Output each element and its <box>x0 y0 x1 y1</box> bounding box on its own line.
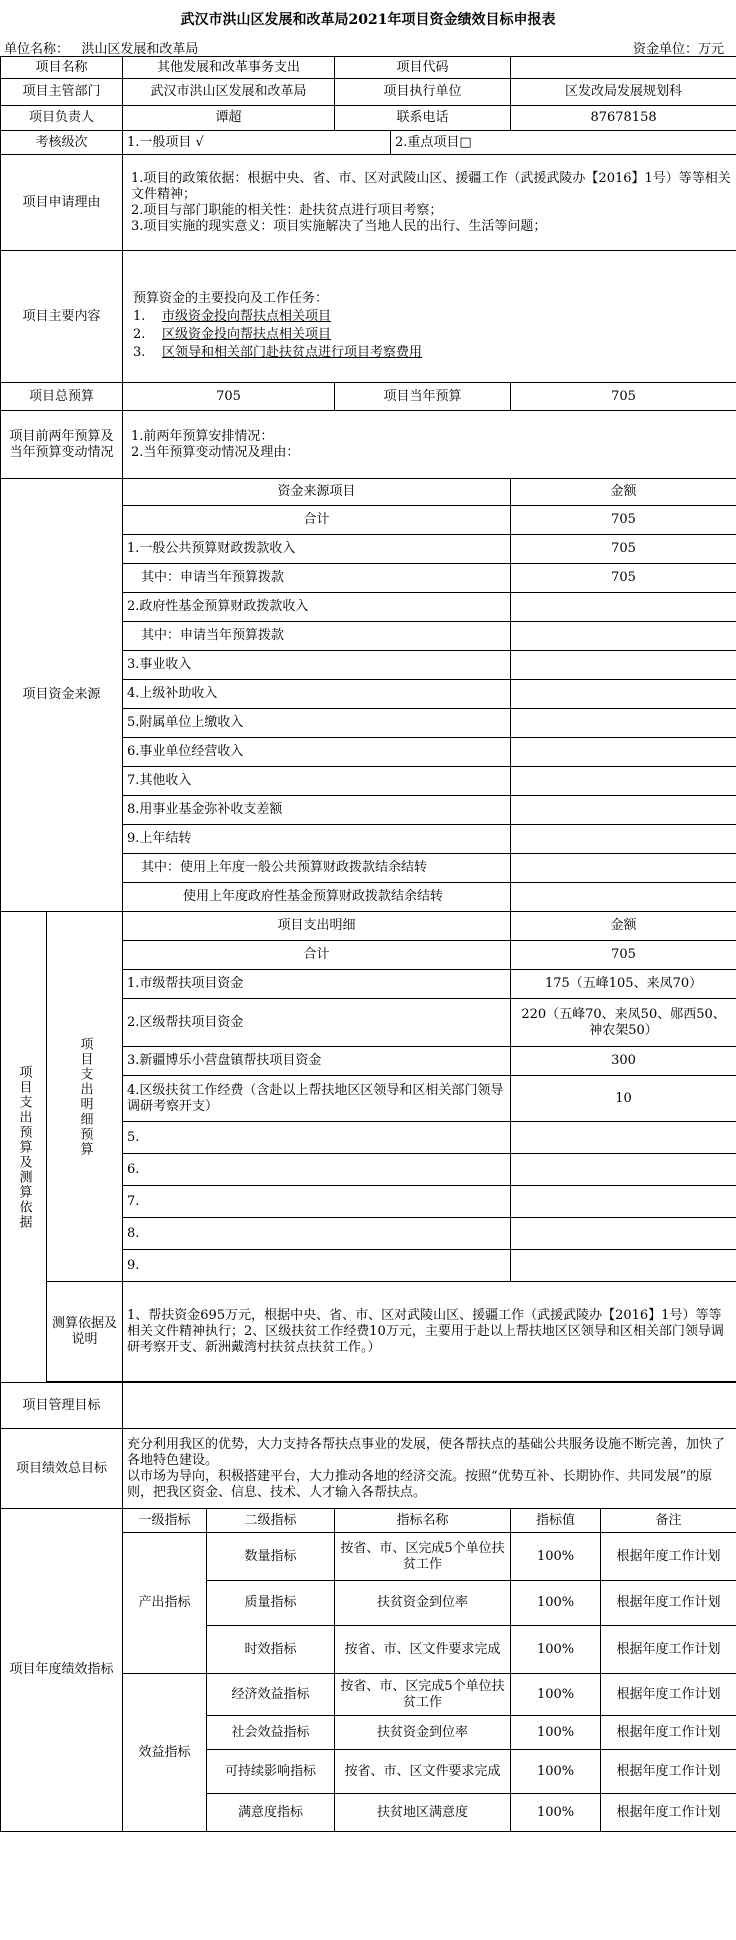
current-budget-label: 项目当年预算 <box>335 383 511 411</box>
funding-row-name: 8.用事业基金弥补收支差额 <box>123 796 511 825</box>
budget-change-line-1: 1.前两年预算安排情况： <box>131 428 274 444</box>
funding-row-amount <box>511 825 736 854</box>
indicator-value: 100% <box>511 1794 601 1832</box>
indicator-note: 根据年度工作计划 <box>601 1533 736 1581</box>
indicator-header-level1: 一级指标 <box>123 1509 207 1533</box>
funding-row-name: 使用上年度政府性基金预算财政拨款结余结转 <box>123 883 511 912</box>
total-budget-label: 项目总预算 <box>1 383 123 411</box>
funding-row-name: 9.上年结转 <box>123 825 511 854</box>
indicator-level1-output: 产出指标 <box>123 1533 207 1674</box>
reason-line-3: 3.项目实施的现实意义：项目实施解决了当地人民的出行、生活等问题； <box>131 218 547 234</box>
content-item-3: 3. 区领导和相关部门赴扶贫点进行项目考察费用 <box>133 344 422 360</box>
funding-row-name: 1.一般公共预算财政拨款收入 <box>123 535 511 564</box>
funding-source-col-header: 资金来源项目 <box>123 479 511 506</box>
form-title: 武汉市洪山区发展和改革局2021年项目资金绩效目标申报表 <box>180 12 556 28</box>
budget-change-label: 项目前两年预算及当年预算变动情况 <box>1 411 123 479</box>
funding-row-amount <box>511 883 736 912</box>
expense-row-amount <box>511 1218 736 1250</box>
funding-row-name: 6.事业单位经营收入 <box>123 738 511 767</box>
reason-line-2: 2.项目与部门职能的相关性：赴扶贫点进行项目考察； <box>131 202 443 218</box>
content-heading: 预算资金的主要投向及工作任务： <box>133 290 329 306</box>
funding-row-amount <box>511 622 736 651</box>
mgmt-target-value <box>123 1383 736 1429</box>
content-item-2: 2. 区级资金投向帮扶点相关项目 <box>133 326 331 342</box>
indicator-level2: 经济效益指标 <box>207 1674 335 1716</box>
mgmt-target-label: 项目管理目标 <box>1 1383 123 1429</box>
calc-basis-text: 1、帮扶资金695万元，根据中央、省、市、区对武陵山区、援疆工作（武援武陵办【2016】1号）等等相关文件精神执行；2、区级扶贫工作经费10万元，主要用于赴以上帮扶地区区领导和区相关部门领导调研考察开支、新洲戴湾村扶贫点扶贫工作。） <box>123 1282 736 1382</box>
indicator-note: 根据年度工作计划 <box>601 1750 736 1794</box>
project-name-value: 其他发展和改革事务支出 <box>123 57 335 79</box>
reason-line-1: 1.项目的政策依据：根据中央、省、市、区对武陵山区、援疆工作（武援武陵办【2016】1号）等等相关文件精神； <box>131 170 731 202</box>
expense-row-amount <box>511 1186 736 1218</box>
funding-row-amount <box>511 709 736 738</box>
expense-row-name: 2.区级帮扶项目资金 <box>123 999 511 1047</box>
funding-row-amount <box>511 796 736 825</box>
total-budget-value: 705 <box>123 383 335 411</box>
expense-row-amount: 220（五峰70、来凤50、郧西50、神农架50） <box>511 999 736 1047</box>
unit-name <box>4 38 198 57</box>
indicator-level2: 满意度指标 <box>207 1794 335 1832</box>
indicator-value: 100% <box>511 1581 601 1626</box>
dept-label: 项目主管部门 <box>1 79 123 106</box>
dept-value: 武汉市洪山区发展和改革局 <box>123 79 335 106</box>
indicator-level1-benefit: 效益指标 <box>123 1674 207 1832</box>
owner-value: 谭超 <box>123 106 335 131</box>
phone-value: 87678158 <box>511 106 736 131</box>
content-label: 项目主要内容 <box>1 251 123 383</box>
exec-unit-value: 区发改局发展规划科 <box>511 79 736 106</box>
expense-row-name: 4.区级扶贫工作经费（含赴以上帮扶地区区领导和区相关部门领导调研考察开支） <box>123 1076 511 1122</box>
content-item-1: 1. 市级资金投向帮扶点相关项目 <box>133 308 331 324</box>
phone-label: 联系电话 <box>335 106 511 131</box>
funding-row-amount: 705 <box>511 535 736 564</box>
budget-change-line-2: 2.当年预算变动情况及理由： <box>131 444 300 460</box>
expense-row-name: 5. <box>123 1122 511 1154</box>
indicator-name: 按省、市、区完成5个单位扶贫工作 <box>335 1533 511 1581</box>
indicator-level2: 数量指标 <box>207 1533 335 1581</box>
funding-row-amount <box>511 738 736 767</box>
indicator-header-level2: 二级指标 <box>207 1509 335 1533</box>
expense-row-name: 7. <box>123 1186 511 1218</box>
funding-row-name: 5.附属单位上缴收入 <box>123 709 511 738</box>
project-code-value <box>511 57 736 79</box>
indicator-name: 扶贫资金到位率 <box>335 1581 511 1626</box>
expense-row-name: 6. <box>123 1154 511 1186</box>
expense-row-amount: 300 <box>511 1047 736 1076</box>
reason-text <box>123 155 736 251</box>
funding-row-name: 其中：使用上年度一般公共预算财政拨款结余结转 <box>123 854 511 883</box>
funding-row-name: 2.政府性基金预算财政拨款收入 <box>123 593 511 622</box>
current-budget-value: 705 <box>511 383 736 411</box>
expense-row-name: 合计 <box>123 941 511 970</box>
funding-row-name: 合计 <box>123 506 511 535</box>
expense-row-amount: 175（五峰105、来凤70） <box>511 970 736 999</box>
indicator-name: 按省、市、区完成5个单位扶贫工作 <box>335 1674 511 1716</box>
indicator-value: 100% <box>511 1716 601 1750</box>
indicator-level2: 社会效益指标 <box>207 1716 335 1750</box>
expense-row-name: 9. <box>123 1250 511 1282</box>
level-label: 考核级次 <box>1 131 123 155</box>
indicator-value: 100% <box>511 1674 601 1716</box>
funding-row-name: 其中：申请当年预算拨款 <box>123 564 511 593</box>
indicator-value: 100% <box>511 1750 601 1794</box>
funding-row-name: 其中：申请当年预算拨款 <box>123 622 511 651</box>
expense-row-amount: 10 <box>511 1076 736 1122</box>
indicator-header-name: 指标名称 <box>335 1509 511 1533</box>
funding-amount-col-header: 金额 <box>511 479 736 506</box>
project-name-label: 项目名称 <box>1 57 123 79</box>
application-table <box>0 56 736 1832</box>
indicator-value: 100% <box>511 1533 601 1581</box>
funding-source-label: 项目资金来源 <box>1 479 123 912</box>
unit-name-label: 单位名称： <box>4 42 70 57</box>
expense-row-name: 1.市级帮扶项目资金 <box>123 970 511 999</box>
reason-label: 项目申请理由 <box>1 155 123 251</box>
indicator-note: 根据年度工作计划 <box>601 1794 736 1832</box>
indicator-header-note: 备注 <box>601 1509 736 1533</box>
indicator-note: 根据年度工作计划 <box>601 1716 736 1750</box>
calc-basis-label: 测算依据及说明 <box>47 1282 123 1382</box>
funding-row-amount <box>511 651 736 680</box>
funding-row-amount <box>511 593 736 622</box>
content-text <box>123 251 736 383</box>
perf-total-label: 项目绩效总目标 <box>1 1429 123 1509</box>
expense-row-name: 3.新疆博乐小营盘镇帮扶项目资金 <box>123 1047 511 1076</box>
expense-section-label: 项目支出预算及测算依据 <box>1 912 47 1383</box>
funding-row-amount <box>511 854 736 883</box>
expense-row-amount <box>511 1154 736 1186</box>
exec-unit-label: 项目执行单位 <box>335 79 511 106</box>
indicator-value: 100% <box>511 1626 601 1674</box>
annual-indicators-label: 项目年度绩效指标 <box>1 1509 123 1832</box>
indicator-header-value: 指标值 <box>511 1509 601 1533</box>
expense-col-header: 项目支出明细 <box>123 912 511 941</box>
funding-row-name: 3.事业收入 <box>123 651 511 680</box>
budget-change-text <box>123 411 736 479</box>
indicator-name: 扶贫地区满意度 <box>335 1794 511 1832</box>
indicator-name: 按省、市、区文件要求完成 <box>335 1750 511 1794</box>
funding-row-amount: 705 <box>511 564 736 593</box>
funding-row-name: 7.其他收入 <box>123 767 511 796</box>
indicator-level2: 时效指标 <box>207 1626 335 1674</box>
indicator-note: 根据年度工作计划 <box>601 1581 736 1626</box>
project-code-label: 项目代码 <box>335 57 511 79</box>
expense-row-amount <box>511 1122 736 1154</box>
expense-row-amount <box>511 1250 736 1282</box>
expense-detail-label: 项目支出明细预算 <box>47 912 123 1282</box>
level-option-general: 1.一般项目 √ <box>123 131 391 155</box>
funding-row-amount: 705 <box>511 506 736 535</box>
funding-row-name: 4.上级补助收入 <box>123 680 511 709</box>
perf-total-text: 充分利用我区的优势，大力支持各帮扶点事业的发展，使各帮扶点的基础公共服务设施不断完善，加快了各地特色建设。 以市场为导向，积极搭建平台，大力推动各地的经济交流。按照“优势互补、长期协作、共同发展”的原则，把我区资金、信息、技术、人才输入各帮扶点。 <box>123 1429 736 1509</box>
indicator-note: 根据年度工作计划 <box>601 1674 736 1716</box>
expense-row-amount: 705 <box>511 941 736 970</box>
unit-bar <box>0 36 736 56</box>
indicator-level2: 可持续影响指标 <box>207 1750 335 1794</box>
funding-row-amount <box>511 680 736 709</box>
owner-label: 项目负责人 <box>1 106 123 131</box>
indicator-name: 按省、市、区文件要求完成 <box>335 1626 511 1674</box>
indicator-note: 根据年度工作计划 <box>601 1626 736 1674</box>
funding-row-amount <box>511 767 736 796</box>
unit-name-value: 洪山区发展和改革局 <box>81 42 199 57</box>
indicator-name: 扶贫资金到位率 <box>335 1716 511 1750</box>
expense-row-name: 8. <box>123 1218 511 1250</box>
currency-unit: 资金单位：万元 <box>632 42 724 57</box>
expense-amount-col-header: 金额 <box>511 912 736 941</box>
indicator-level2: 质量指标 <box>207 1581 335 1626</box>
level-option-key: 2.重点项目□ <box>391 131 736 155</box>
